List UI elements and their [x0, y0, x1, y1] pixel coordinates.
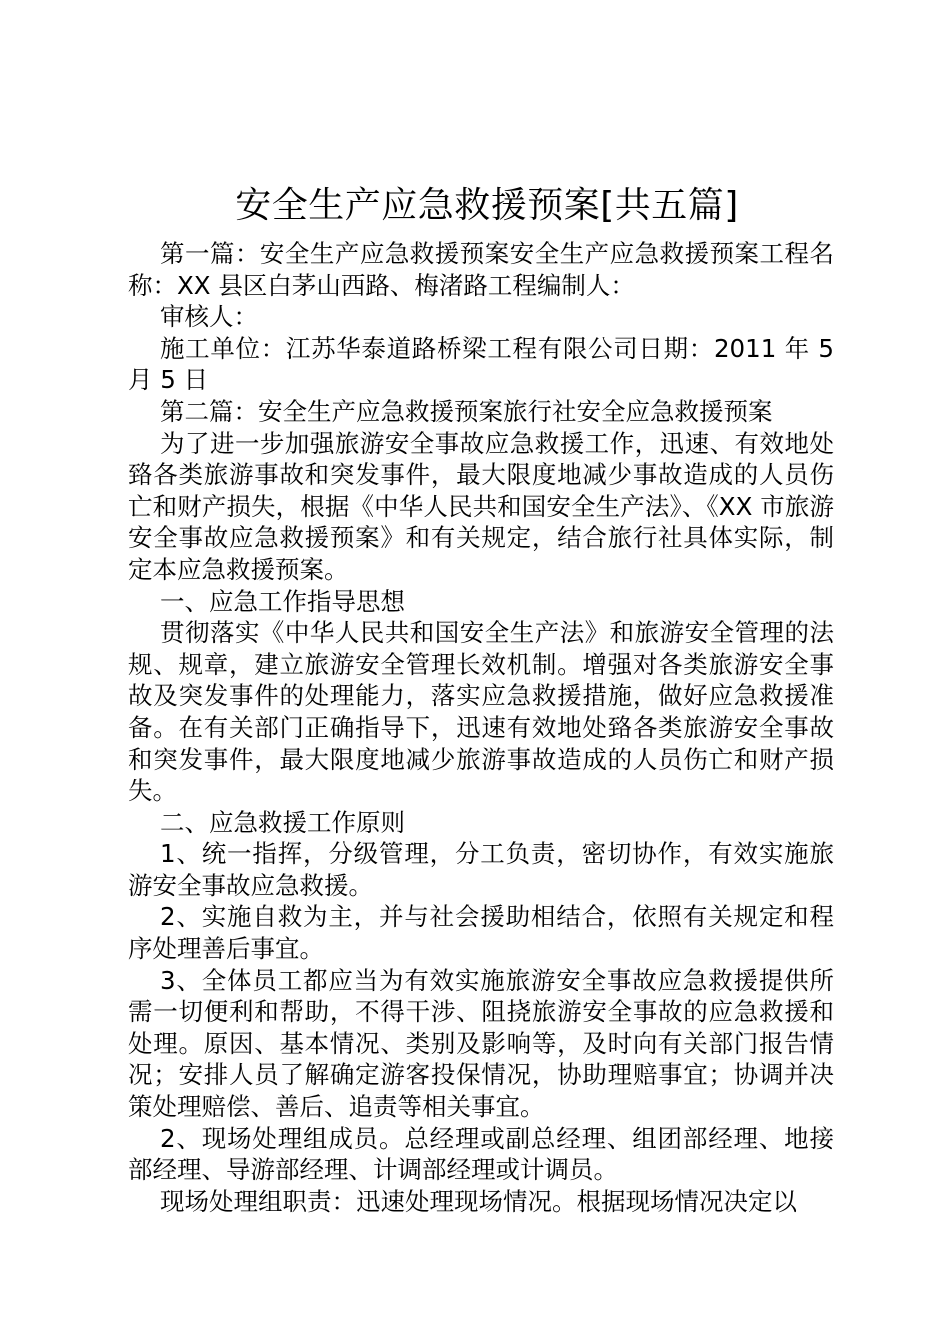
list-item-onsite-team-members: 2、现场处理组成员。总经理或副总经理、组团部经理、地接部经理、导游部经理、计调部经理或计调员。	[128, 1123, 834, 1185]
paragraph-reviewer: 审核人：	[160, 302, 258, 332]
list-item-principle-1: 1、统一指挥，分级管理，分工负责，密切协作，有效实施旅游安全事故应急救援。	[128, 839, 834, 900]
paragraph-part2-header: 第二篇：安全生产应急救援预案旅行社安全应急救援预案	[160, 396, 773, 426]
paragraph-guiding-thought: 贯彻落实《中华人民共和国安全生产法》和旅游安全管理的法规、规章，建立旅游安全管理长效机制。增强对各类旅游安全事故及突发事件的处理能力，落实应急救援措施，做好应急救援准备。在有关部门正确指导下，迅速有效地处臵各类旅游安全事故和突发事件，最大限度地减少旅游事故造成的人员伤亡和财产损失。	[128, 618, 834, 806]
paragraph-intro: 为了进一步加强旅游安全事故应急救援工作，迅速、有效地处臵各类旅游事故和突发事件，最大限度地减少事故造成的人员伤亡和财产损失，根据《中华人民共和国安全生产法》、《XX 市旅游安全事故应急救援预案》和有关规定，结合旅行社具体实际，制定本应急救援预案。	[128, 428, 834, 584]
paragraph-onsite-team-duties: 现场处理组职责：迅速处理现场情况。根据现场情况决定以	[160, 1186, 797, 1216]
section-heading-principles: 二、应急救援工作原则	[160, 807, 405, 837]
paragraph-construction-unit: 施工单位：江苏华泰道路桥梁工程有限公司日期：2011 年 5 月 5 日	[128, 333, 834, 395]
document-page	[128, 178, 834, 1217]
document-title: 安全生产应急救援预案[共五篇]	[235, 185, 739, 226]
section-heading-guiding-thought: 一、应急工作指导思想	[160, 586, 405, 616]
paragraph-part1-header: 第一篇：安全生产应急救援预案安全生产应急救援预案工程名称：XX 县区白茅山西路、梅渚路工程编制人：	[128, 239, 834, 300]
list-item-principle-2: 2、实施自救为主，并与社会援助相结合，依照有关规定和程序处理善后事宜。	[128, 902, 834, 964]
list-item-principle-3: 3、全体员工都应当为有效实施旅游安全事故应急救援提供所需一切便利和帮助，不得干涉、阻挠旅游安全事故的应急救援和处理。原因、基本情况、类别及影响等，及时向有关部门报告情况；安排人员了解确定游客投保情况，协助理赔事宜；协调并决策处理赔偿、善后、追责等相关事宜。	[128, 965, 834, 1122]
